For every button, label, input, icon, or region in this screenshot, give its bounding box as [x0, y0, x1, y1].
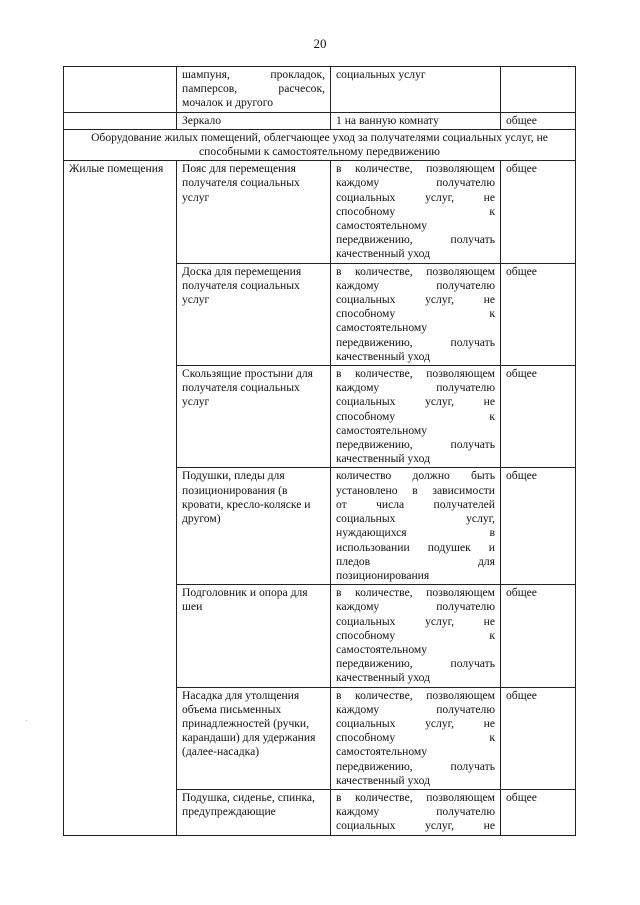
item-name: Подушка, сиденье, спинка, предупреждающие [177, 789, 331, 835]
norm-line: установлено в зависимости [336, 483, 495, 497]
item-type: общее [501, 468, 576, 585]
norm-line: качественный уход [336, 773, 430, 787]
item-name: Пояс для перемещения получателя социальных услуг [177, 161, 331, 263]
equipment-table [63, 66, 576, 836]
norm-line: каждому получателю [336, 805, 495, 819]
norm-line: социальных услуг, не [336, 716, 495, 730]
norm-line: каждому получателю [336, 702, 495, 716]
norm-line: передвижению, получать [336, 335, 495, 349]
item-name: Подголовник и опора для шеи [177, 585, 331, 687]
norm-line: передвижению, получать [336, 438, 495, 452]
cell-line: шампуня, прокладок, [182, 68, 325, 81]
norm-line: социальных услуг, не [336, 395, 495, 409]
item-type: общее [501, 161, 576, 263]
norm-line: качественный уход [336, 671, 430, 685]
norm-cell [331, 161, 501, 263]
table-cell: социальных услуг [331, 67, 501, 113]
norm-line: самостоятельному [336, 219, 428, 233]
norm-line: количество должно быть [336, 469, 495, 483]
scan-speck [26, 720, 27, 721]
norm-line: способному к [336, 628, 495, 642]
group-label: Жилые помещения [64, 161, 177, 835]
item-type: общее [501, 366, 576, 468]
norm-line: способному к [336, 409, 495, 423]
norm-line: каждому получателю [336, 600, 495, 614]
item-type: общее [501, 263, 576, 365]
norm-cell [331, 263, 501, 365]
norm-line: использовании подушек и [336, 540, 495, 554]
norm-line: каждому получателю [336, 278, 495, 292]
norm-line: самостоятельному [336, 321, 428, 335]
norm-line: социальных услуг, не [336, 293, 495, 307]
cell-line: мочалок и другого [182, 96, 273, 110]
table-row [64, 112, 576, 129]
norm-line: в количестве, позволяющем [336, 586, 495, 600]
norm-line: способному к [336, 204, 495, 218]
item-name: Доска для перемещения получателя социальных услуг [177, 263, 331, 365]
norm-line: самостоятельному [336, 423, 428, 437]
norm-line: передвижению, получать [336, 233, 495, 247]
table-cell [501, 67, 576, 113]
norm-line: в количестве, позволяющем [336, 688, 495, 702]
table-row [64, 67, 576, 113]
item-name: Скользящие простыни для получателя социальных услуг [177, 366, 331, 468]
norm-line: от числа получателей [336, 497, 495, 511]
norm-line: в количестве, позволяющем [336, 367, 495, 381]
table-cell [64, 67, 177, 113]
norm-line: пледов для [336, 554, 495, 568]
norm-cell [331, 789, 501, 835]
norm-line: в количестве, позволяющем [336, 264, 495, 278]
norm-line: в количестве, позволяющем [336, 790, 495, 804]
item-type: общее [501, 585, 576, 687]
table-row [64, 161, 576, 263]
norm-line: передвижению, получать [336, 657, 495, 671]
norm-cell [331, 366, 501, 468]
norm-line: позиционирования [336, 568, 430, 582]
norm-line: в количестве, позволяющем [336, 162, 495, 176]
table-cell: 1 на ванную комнату [331, 112, 501, 129]
norm-line: самостоятельному [336, 642, 428, 656]
norm-line: способному к [336, 307, 495, 321]
item-type: общее [501, 687, 576, 789]
norm-line: социальных услуг, не [336, 614, 495, 628]
cell-line: памперсов, расчесок, [182, 82, 325, 96]
table-cell: Зеркало [177, 112, 331, 129]
page-number: 20 [313, 36, 327, 51]
table-cell: общее [501, 112, 576, 129]
norm-cell [331, 585, 501, 687]
norm-line: способному к [336, 731, 495, 745]
norm-cell [331, 468, 501, 585]
norm-line: самостоятельному [336, 745, 428, 759]
table-cell [64, 112, 177, 129]
norm-line: каждому получателю [336, 381, 495, 395]
norm-cell [331, 687, 501, 789]
norm-line: передвижению, получать [336, 759, 495, 773]
norm-line: нуждающихся в [336, 526, 495, 540]
section-header-row [64, 129, 576, 160]
norm-line: качественный уход [336, 452, 430, 466]
table-cell [177, 67, 331, 113]
norm-line: социальных услуг, [336, 512, 495, 526]
norm-line: качественный уход [336, 247, 430, 261]
norm-line: каждому получателю [336, 176, 495, 190]
item-name: Подушки, пледы для позиционирования (в кровати, кресло-коляске и другом) [177, 468, 331, 585]
norm-line: социальных услуг, не [336, 190, 495, 204]
norm-line: качественный уход [336, 349, 430, 363]
item-name: Насадка для утолщения объема письменных принадлежностей (ручки, карандаши) для удержания (далее-насадка) [177, 687, 331, 789]
item-type: общее [501, 789, 576, 835]
section-title: Оборудование жилых помещений, облегчающее уход за получателями социальных услуг, не способными к самостоятельному передвижению [64, 129, 576, 160]
norm-line: социальных услуг, не [336, 819, 495, 833]
